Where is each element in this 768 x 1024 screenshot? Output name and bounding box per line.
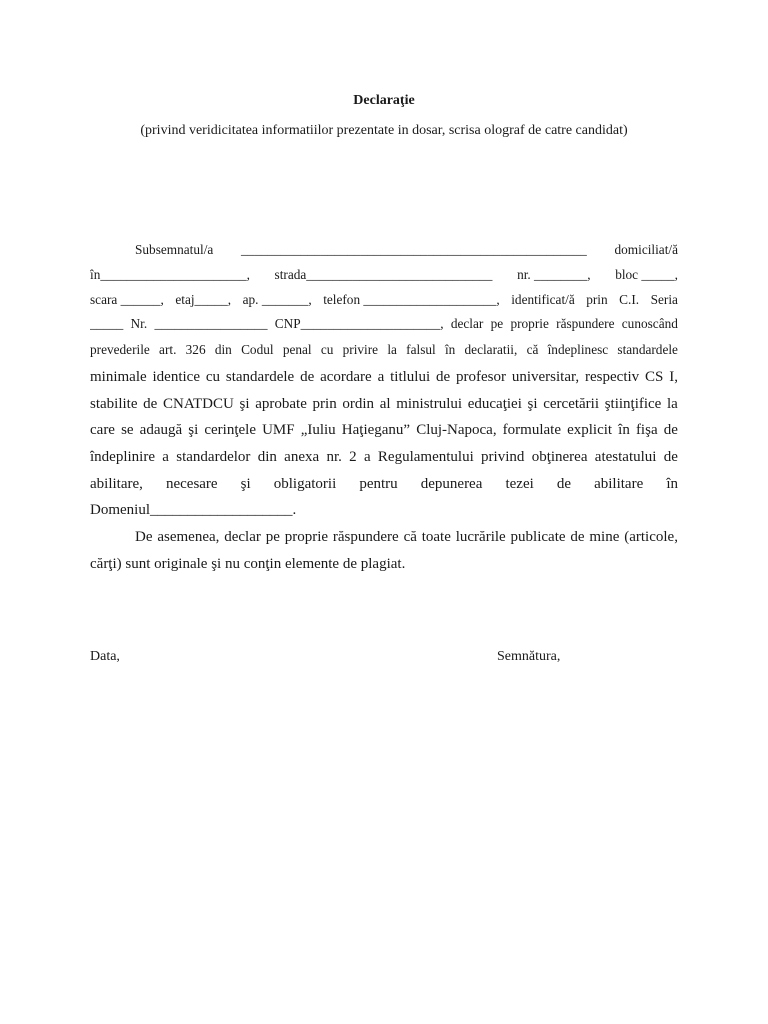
word: acordare <box>320 369 372 385</box>
body-line-1 <box>135 241 678 259</box>
word: minimale <box>90 369 147 385</box>
body-line-13 <box>90 555 678 573</box>
word: pentru <box>359 476 398 492</box>
body-line-2 <box>90 266 678 284</box>
word: că <box>526 342 539 357</box>
word: toate <box>421 529 451 545</box>
word: a <box>377 369 385 385</box>
word: prin <box>312 396 337 412</box>
word: Subsemnatul/a <box>135 242 214 257</box>
word: scara ______, <box>90 292 164 307</box>
word: cunoscând <box>621 316 678 331</box>
word: ____________________________________________________ <box>241 242 587 257</box>
word: al <box>379 396 391 412</box>
word: lucrările <box>455 529 506 545</box>
word: falsul <box>406 342 436 357</box>
word: şi <box>240 476 251 492</box>
word: a <box>363 449 371 465</box>
word: ap. _______, <box>242 292 312 307</box>
word: cu <box>320 342 334 357</box>
word: privire <box>342 342 379 357</box>
word: de <box>435 369 451 385</box>
word: Haţieganu” <box>341 422 411 438</box>
word: cu <box>205 369 221 385</box>
word: CS <box>645 369 664 385</box>
word: necesare <box>165 476 218 492</box>
domain-blank-line: Domeniul___________________. <box>90 502 297 518</box>
body-line-7 <box>90 395 678 413</box>
document-title: Declaraţie <box>353 93 415 108</box>
word: formulate <box>502 422 561 438</box>
word: 326 <box>185 342 206 357</box>
word: ordin <box>342 396 375 412</box>
word: şi <box>239 396 250 412</box>
word: declar <box>450 316 484 331</box>
word: şi <box>188 422 199 438</box>
word: a <box>162 449 169 465</box>
date-label: Data, <box>90 649 120 664</box>
word: în______________________, <box>90 267 250 282</box>
word: şi <box>527 396 538 412</box>
word: la <box>667 396 678 412</box>
body-line-6 <box>90 368 678 386</box>
word: UMF <box>262 422 295 438</box>
word: Seria <box>650 292 678 307</box>
word: ministrului <box>396 396 463 412</box>
word: declar <box>224 529 261 545</box>
word: din <box>257 449 277 465</box>
word: C.I. <box>619 292 640 307</box>
word: telefon ____________________, <box>323 292 500 307</box>
word: mine <box>589 529 620 545</box>
word: I, <box>669 369 678 385</box>
body-line-4 <box>90 315 678 333</box>
word: la <box>387 342 397 357</box>
body-line-5 <box>90 341 678 359</box>
word: educaţiei <box>467 396 522 412</box>
document-subtitle: (privind veridicitatea informatiilor prezentate in dosar, scrisa olograf de catre candidat) <box>140 123 628 138</box>
word: abilitare <box>594 476 644 492</box>
word: asemenea, <box>157 529 220 545</box>
body-line-8 <box>90 421 678 439</box>
word: identice <box>152 369 200 385</box>
word: îndeplinire <box>90 449 155 465</box>
word: standardele <box>225 369 295 385</box>
word: se <box>121 422 134 438</box>
word: respectiv <box>585 369 640 385</box>
body-line-11 <box>90 501 678 519</box>
word: prevederile <box>90 342 150 357</box>
word: identificat/ă <box>511 292 575 307</box>
word: penal <box>282 342 312 357</box>
word: „Iuliu <box>300 422 336 438</box>
word: (articole, <box>624 529 678 545</box>
body-line-9 <box>90 448 678 466</box>
word: în <box>618 422 630 438</box>
signature-label: Semnătura, <box>497 649 561 664</box>
word: art. <box>159 342 177 357</box>
word: răspundere <box>332 529 399 545</box>
word: fişa <box>635 422 658 438</box>
word: De <box>135 529 153 545</box>
word: aprobate <box>255 396 307 412</box>
word: că <box>403 529 417 545</box>
word: din <box>214 342 232 357</box>
word: anexa <box>284 449 320 465</box>
word: pe <box>265 529 280 545</box>
word: ştiinţifice <box>604 396 662 412</box>
word: nr. <box>326 449 342 465</box>
word: nr. ________, <box>517 267 591 282</box>
word: în <box>444 342 456 357</box>
word: domiciliat/ă <box>614 242 678 257</box>
word: îndeplinesc <box>547 342 609 357</box>
body-line-3 <box>90 291 678 309</box>
word: adaugă <box>139 422 183 438</box>
word: CNP_____________________, <box>274 316 444 331</box>
word: titlului <box>390 369 431 385</box>
word: _________________ <box>154 316 268 331</box>
word: atestatului <box>594 449 657 465</box>
word: de <box>663 422 678 438</box>
word: de <box>556 476 572 492</box>
word: Cluj-Napoca, <box>416 422 497 438</box>
word: _____ <box>90 316 124 331</box>
word: proprie <box>510 316 549 331</box>
word: cercetării <box>543 396 600 412</box>
word: Codul <box>241 342 274 357</box>
body-line-12 <box>135 528 678 546</box>
word: care <box>90 422 115 438</box>
word: standardelor <box>176 449 251 465</box>
word: profesor <box>456 369 506 385</box>
word: prin <box>586 292 608 307</box>
word: stabilite <box>90 396 138 412</box>
word: etaj_____, <box>175 292 232 307</box>
word: de <box>570 529 585 545</box>
word: răspundere <box>556 316 615 331</box>
word: de <box>663 449 678 465</box>
word: declaratii, <box>464 342 518 357</box>
word: în <box>666 476 678 492</box>
word: CNATDCU <box>163 396 234 412</box>
word: abilitare, <box>90 476 143 492</box>
word: bloc _____, <box>615 267 678 282</box>
word: strada____________________________ <box>274 267 493 282</box>
word: Nr. <box>130 316 148 331</box>
word: explicit <box>567 422 613 438</box>
word: de <box>300 369 315 385</box>
word: de <box>143 396 158 412</box>
word: publicate <box>510 529 566 545</box>
word: pe <box>490 316 504 331</box>
word: depunerea <box>420 476 483 492</box>
plagiarism-statement-end: cărţi) sunt originale şi nu conţin elemente de plagiat. <box>90 556 406 572</box>
word: proprie <box>284 529 329 545</box>
word: standardele <box>617 342 678 357</box>
body-line-10 <box>90 475 678 493</box>
word: obligatorii <box>273 476 337 492</box>
word: Regulamentului <box>377 449 474 465</box>
word: cerinţele <box>204 422 256 438</box>
word: tezei <box>505 476 534 492</box>
word: privind <box>481 449 525 465</box>
word: universitar, <box>511 369 580 385</box>
word: 2 <box>349 449 357 465</box>
word: obţinerea <box>531 449 588 465</box>
